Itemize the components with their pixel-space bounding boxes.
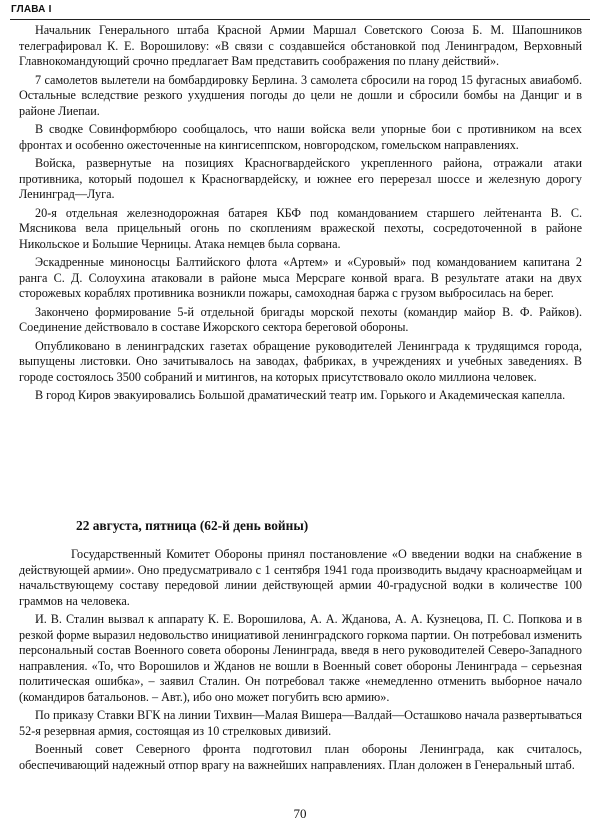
paragraph: Опубликовано в ленинградских газетах обращение руководителей Ленинграда к трудящимся города, выпущены листовки. Оно зачитывалось на заводах, фабриках, в учреждениях и учебных заведениях. В городе состоялось 3500 собраний и митингов, на которых присутствовало около миллиона человек. <box>19 338 582 384</box>
header-rule <box>10 19 590 20</box>
paragraph: И. В. Сталин вызвал к аппарату К. Е. Ворошилова, А. А. Жданова, А. А. Кузнецова, П. С. Попкова и в резкой форме выразил недовольство инициативой ленинградского горкома партии. Он потребовал изменить персональный состав Военного совета обороны Ленинграда, введя в него руководителей Северо-Западного направления. «То, что Ворошилов и Жданов не вошли в Военный совет обороны Ленинграда – серьезная политическая ошибка», – заявил Сталин. Он потребовал также «немедленно отменить выборное начало (командиров батальонов. – Авт.), ибо оно может погубить всю армию». <box>19 612 582 704</box>
paragraph: В город Киров эвакуировались Большой драматический театр им. Горького и Академическая капелла. <box>35 388 566 402</box>
paragraph: Военный совет Северного фронта подготовил план обороны Ленинграда, как считалось, обеспечивающий надежный отпор врагу на важнейших направлениях. План доложен в Генеральный штаб. <box>19 742 582 772</box>
paragraph: Войска, развернутые на позициях Красногвардейского укрепленного района, отражали атаки противника, который подошел к Красногвардейску, и южнее его перерезал шоссе и железную дорогу Ленинград—Луга. <box>19 156 582 201</box>
section-heading: 22 августа, пятница (62-й день войны) <box>76 518 309 533</box>
paragraph: Государственный Комитет Обороны принял постановление «О введении водки на снабжение в действующей армии». Оно предусматривало с 1 сентября 1941 года производить выдачу красноармейцам и начальствующему составу передовой линии действующей армии 40-градусной водки в количестве 100 граммов на человека. <box>19 547 582 608</box>
page-number: 70 <box>293 806 307 821</box>
paragraph: 7 самолетов вылетели на бомбардировку Берлина. 3 самолета сбросили на город 15 фугасных авиабомб. Остальные вследствие резкого ухудшения погоды до цели не дошли и сбросили бомбы на Данциг и в районе Лиепаи. <box>19 72 582 118</box>
paragraph: Закончено формирование 5-й отдельной бригады морской пехоты (командир майор В. Ф. Райков). Соединение действовало в составе Ижорского сектора береговой обороны. <box>19 304 582 334</box>
paragraph: Начальник Генерального штаба Красной Армии Маршал Советского Союза Б. М. Шапошников телеграфировал К. Е. Ворошилову: «В связи с создавшейся обстановкой под Ленинградом, Верховный Главнокомандующий срочно предлагает Вам представить соображения по плану действий». <box>19 23 582 68</box>
paragraph: В сводке Совинформбюро сообщалось, что наши войска вели упорные бои с противником на всех фронтах и особенно ожесточенные на кингисеппском, новгородском, гомельском направлениях. <box>19 122 582 152</box>
paragraph: Эскадренные миноносцы Балтийского флота «Артем» и «Суровый» под командованием капитана 2 ранга С. Д. Солоухина атаковали в районе мыса Мерсраге конвой врага. В результате атаки на двух сторожевых кораблях противника возникли пожары, самоходная баржа с грузом выбросилась на берег. <box>19 255 582 300</box>
paragraph: По приказу Ставки ВГК на линии Тихвин—Малая Вишера—Валдай—Осташково начала развертываться 52-я резервная армия, состоящая из 10 стрелковых дивизий. <box>19 708 582 738</box>
running-head: ГЛАВА I <box>11 4 52 15</box>
paragraph: 20-я отдельная железнодорожная батарея КБФ под командованием старшего лейтенанта В. С. Мясникова вела прицельный огонь по скоплениям вражеской пехоты, сосредоточенной в районе Никольское и Большие Черницы. Атака немцев была сорвана. <box>19 205 582 251</box>
text-block-august-21 <box>19 23 582 404</box>
text-block-august-22 <box>19 547 582 773</box>
